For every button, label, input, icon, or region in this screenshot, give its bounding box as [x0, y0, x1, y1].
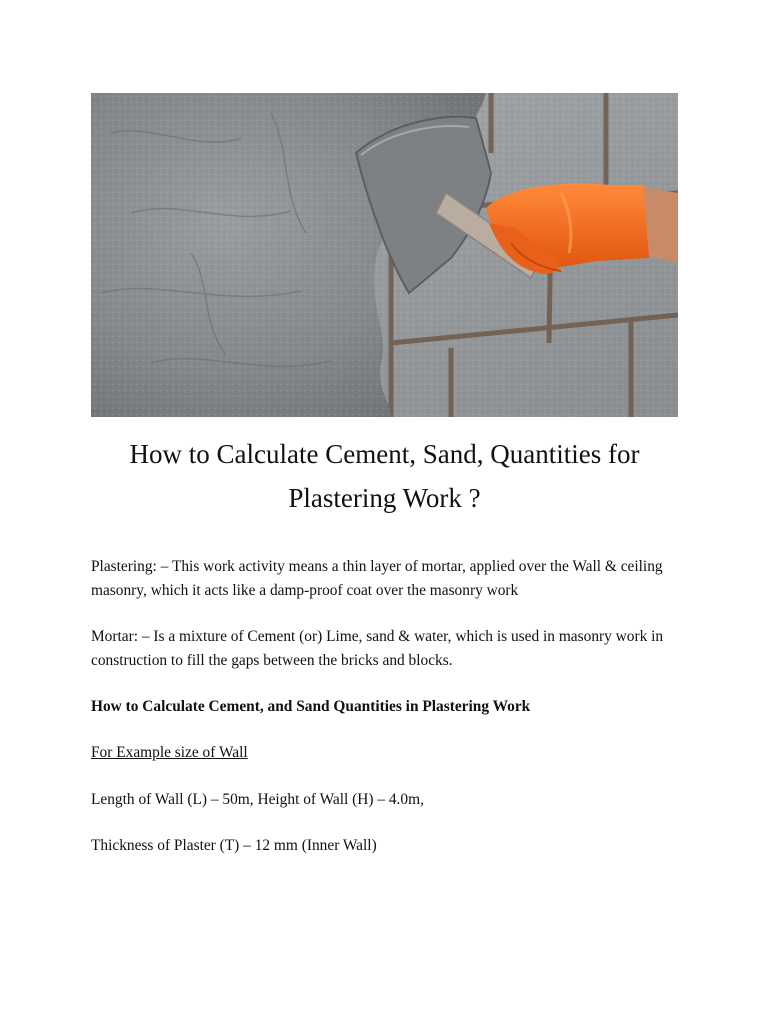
mortar-definition: Mortar: – Is a mixture of Cement (or) Lime, sand & water, which is used in masonry work in construction to fill the gaps between the bricks and blocks.: [91, 628, 664, 669]
plaster-thickness: Thickness of Plaster (T) – 12 mm (Inner Wall): [91, 837, 377, 854]
plastering-photo-illustration: [91, 93, 678, 417]
section-heading: How to Calculate Cement, and Sand Quantities in Plastering Work: [91, 698, 531, 715]
document-title: How to Calculate Cement, Sand, Quantities for Plastering Work ?: [129, 439, 640, 513]
plastering-photo: [91, 93, 678, 417]
plastering-definition: Plastering: – This work activity means a thin layer of mortar, applied over the Wall & ceiling masonry, which it acts like a damp-proof coat over the masonry work: [91, 558, 663, 599]
wall-dimensions: Length of Wall (L) – 50m, Height of Wall (H) – 4.0m,: [91, 791, 424, 808]
example-label: For Example size of Wall: [91, 744, 248, 761]
